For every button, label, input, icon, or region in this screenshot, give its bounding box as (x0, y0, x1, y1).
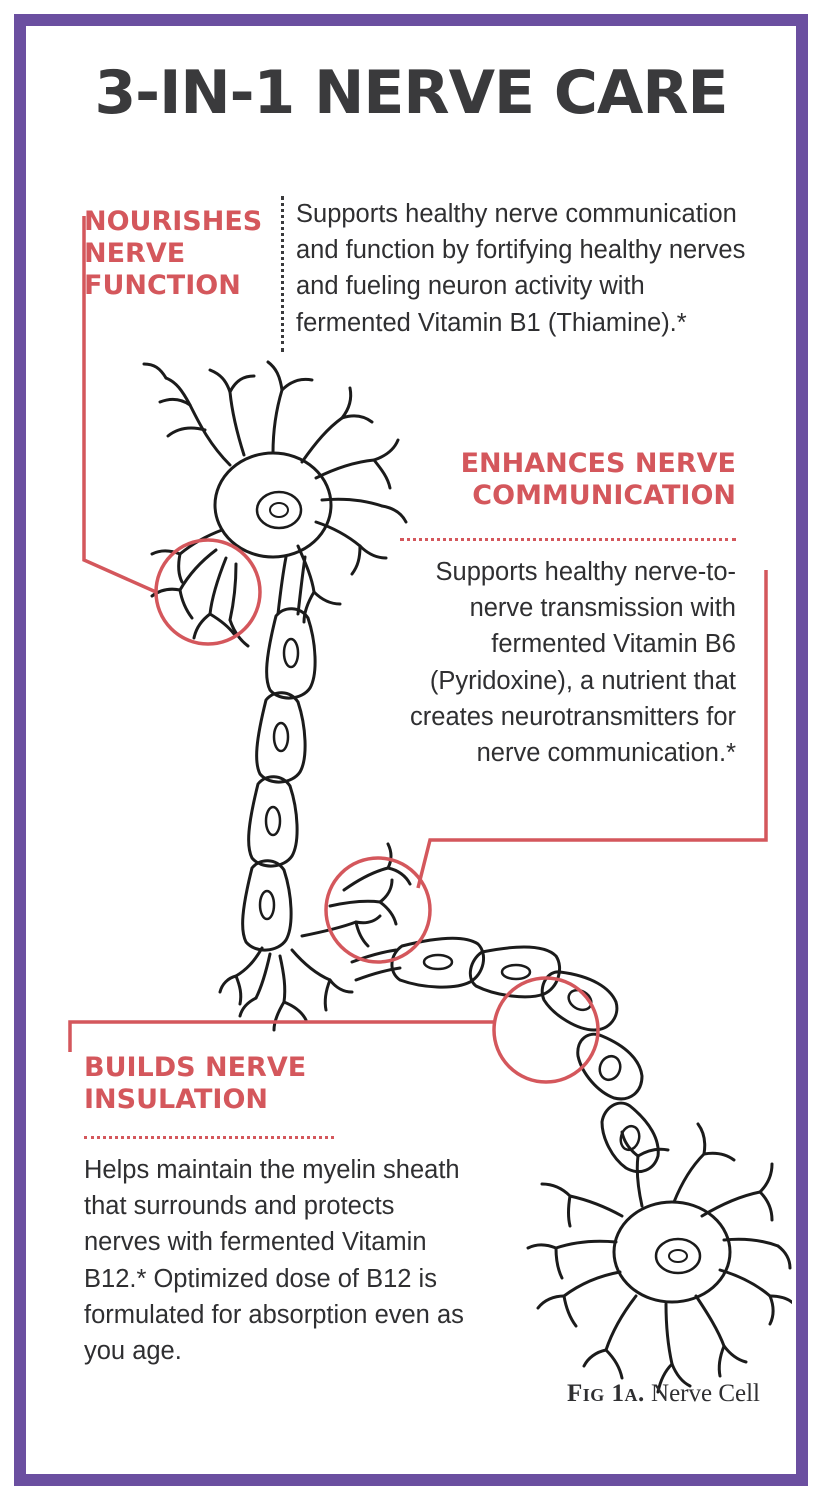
figure-caption (567, 1380, 760, 1408)
section-heading-nourishes: NOURISHES NERVE FUNCTION (84, 206, 263, 301)
section-body-nourishes: Supports healthy nerve communication and function by fortifying healthy nerves and fueling neuron activity with fermented Vitamin B1 (Thiamine).* (296, 200, 746, 337)
page-title: 3-IN-1 NERVE CARE (94, 58, 728, 128)
section-body-enhances: Supports healthy nerve-to-nerve transmission with fermented Vitamin B6 (Pyridoxine), a nutrient that creates neurotransmitters for nerve communication.* (410, 558, 736, 768)
section-heading-enhances: ENHANCES NERVE COMMUNICATION (460, 448, 736, 512)
section-rule-enhances (400, 538, 736, 541)
section-rule-builds (84, 1136, 334, 1139)
section-heading-builds: BUILDS NERVE INSULATION (84, 1052, 307, 1116)
figure-caption-text: Nerve Cell (651, 1380, 760, 1407)
figure-label: Fig 1a. (566, 1380, 645, 1407)
section-body-builds: Helps maintain the myelin sheath that surrounds and protects nerves with fermented Vitamin B12.* Optimized dose of B12 is formulated for absorption even as you age. (84, 1156, 464, 1366)
section-divider (281, 196, 284, 352)
